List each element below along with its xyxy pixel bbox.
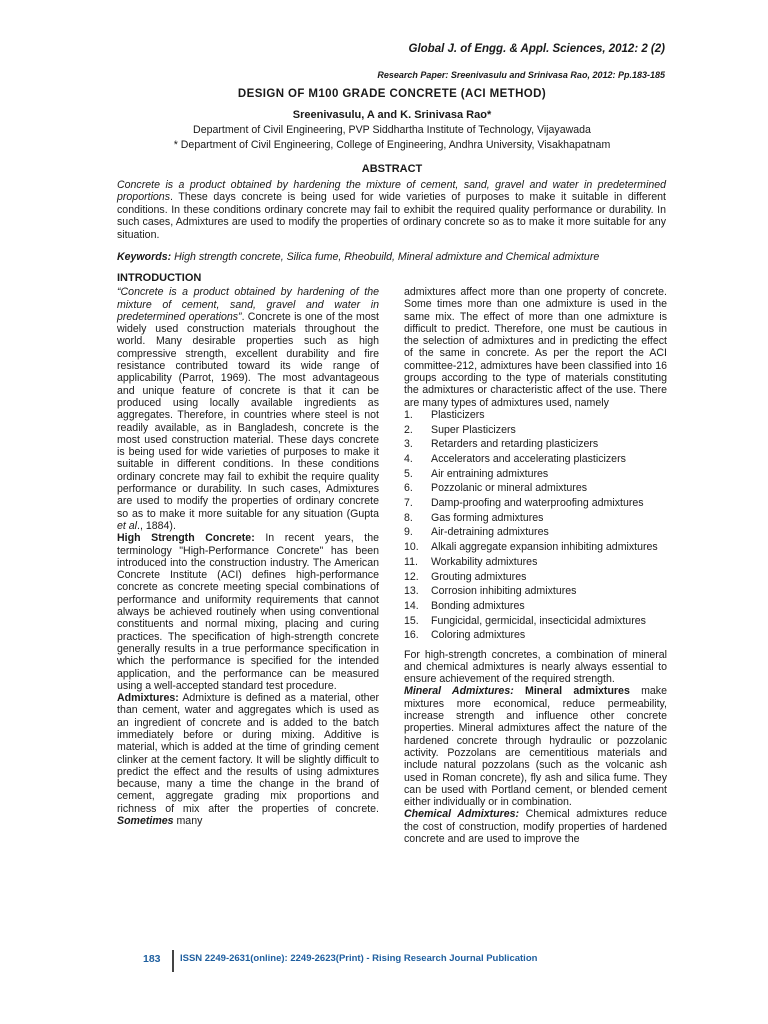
list-item: 5. Air entraining admixtures (404, 467, 549, 480)
mineral-admixtures-paragraph (404, 685, 667, 808)
intro-etal: et al (117, 519, 138, 532)
left-column (117, 272, 379, 827)
mineral-text: make mixtures more economical, reduce permeability, increase strength and influence other concrete properties. Mineral admixtures affect the nature of the hardened concrete through hydraulic or pozzolanic activity. Pozzolans are cementitious materials and include natural pozzolans (such as the volcanic ash used in Roman concrete), fly ash and silica fume. They can be used with Portland cement, or blended cement either individually or in combination. (404, 685, 667, 809)
footer-divider (172, 950, 174, 972)
page-number: 183 (143, 953, 161, 965)
list-item: 16. Coloring admixtures (404, 629, 526, 642)
list-item: 14. Bonding admixtures (404, 599, 525, 612)
authors: Sreenivasulu, A and K. Srinivasa Rao* (292, 109, 492, 121)
list-item: 4. Accelerators and accelerating plasticizers (404, 453, 626, 466)
high-strength-combination-paragraph: For high-strength concretes, a combination of mineral and chemical admixtures is nearly always essential to ensure achievement of the required strength. (404, 648, 667, 686)
admixtures-paragraph (117, 692, 379, 827)
list-item: 8. Gas forming admixtures (404, 511, 544, 524)
mineral-label: Mineral Admixtures: (404, 685, 514, 698)
affiliation-2: * Department of Civil Engineering, College of Engineering, Andhra University, Visakhapatnam (173, 139, 611, 151)
list-item: 15. Fungicidal, germicidal, insecticidal admixtures (404, 614, 646, 627)
journal-header: Global J. of Engg. & Appl. Sciences, 2012: 2 (2) (408, 43, 665, 55)
abstract-rest: . These days concrete is being used for wide varieties of purposes to make it suitable in different conditions. In these conditions ordinary concrete may fail to exhibit the required quality performance or durability. In such cases, Admixtures are used to modify the properties of ordinary concrete so as to make it more suitable for any situation. (117, 191, 666, 241)
admixture-overview-paragraph: admixtures affect more than one property of concrete. Some times more than one admixture is used in the same mix. The effect of more than one admixture is difficult to predict. Therefore, one must be cautious in the selection of admixtures and in predicting the effect of the same in concrete. As per the report the ACI committee-212, admixtures have been classified into 16 groups according to the type of materials constituting the admixtures or characteristic affect of the use. There are many types of admixtures used, namely (404, 286, 667, 409)
keywords-label: Keywords: (117, 251, 172, 263)
high-strength-label: High Strength Concrete: (117, 532, 255, 545)
admixture-types-list (404, 409, 667, 642)
admixtures-tail-bold: Sometimes (117, 815, 174, 828)
list-item: 11. Workability admixtures (404, 555, 538, 568)
list-item: 12. Grouting admixtures (404, 570, 527, 583)
intro-quote: “Concrete is a product obtained by hardening of the mixture of cement, sand, gravel and water in predetermined operations” (117, 286, 379, 323)
admixtures-text: Admixture is defined as a material, other than cement, water and aggregates which is used as an ingredient of concrete and is added to the batch immediately before or during mixing. Additive is material, which is added at the time of grinding cement clinker at the cement factory. It will be slightly difficult to predict the effect and the results of using admixtures because, many a time the change in the brand of cement, aggregate grading mix proportions and richness of mix after the properties of concrete. (117, 692, 379, 815)
list-item: 6. Pozzolanic or mineral admixtures (404, 482, 588, 495)
admixtures-label: Admixtures: (117, 692, 179, 705)
keywords (117, 251, 666, 263)
list-item: 9. Air-detraining admixtures (404, 526, 549, 539)
list-item: 7. Damp-proofing and waterproofing admixtures (404, 497, 644, 510)
chemical-admixtures-paragraph (404, 808, 667, 845)
list-item: 2. Super Plasticizers (404, 423, 516, 436)
research-paper-byline: Research Paper: Sreenivasulu and Srinivasa Rao, 2012: Pp.183-185 (377, 70, 665, 80)
list-item: 1. Plasticizers (404, 408, 485, 421)
high-strength-paragraph (117, 532, 379, 692)
chemical-label: Chemical Admixtures: (404, 808, 520, 821)
list-item: 10. Alkali aggregate expansion inhibiting admixtures (404, 541, 658, 554)
introduction-heading: INTRODUCTION (117, 272, 202, 284)
paper-title: DESIGN OF M100 GRADE CONCRETE (ACI METHOD) (237, 88, 547, 100)
footer-issn: ISSN 2249-2631(online): 2249-2623(Print) - Rising Research Journal Publication (180, 953, 538, 964)
abstract-italic: Concrete is a product obtained by hardening the mixture of cement, sand, gravel and water in predetermined proportions (117, 179, 666, 204)
affiliation-1: Department of Civil Engineering, PVP Siddhartha Institute of Technology, Vijayawada (193, 124, 591, 136)
list-item: 13. Corrosion inhibiting admixtures (404, 585, 577, 598)
introduction-paragraph (117, 286, 379, 532)
right-column (404, 286, 667, 845)
keywords-text: High strength concrete, Silica fume, Rheobuild, Mineral admixture and Chemical admixture (171, 251, 600, 263)
intro-text-1: . Concrete is one of the most widely used construction materials throughout the world. Many desirable properties such as high compressive strength, excellent durability and fire resistance contributed toward its wide range of applicability (Parrot, 1969). The most advantageous and unique feature of concrete is that it can be produced using locally available ingredients as aggregates. Therefore, in countries where steel is not readily available, as in Bangladesh, concrete is the most used construction material. These days concrete is being used for wide varieties of purposes to make it suitable in different conditions. In these conditions ordinary concrete may fail to exhibit the require quality performance or durability. In such cases, Admixtures are used to modify the properties of ordinary concrete so as to make it more suitable for any situation (Gupta (117, 310, 379, 520)
admixtures-tail: many (173, 815, 203, 828)
list-item: 3. Retarders and retarding plasticizers (404, 438, 599, 451)
intro-text-2: ., 1884). (137, 519, 176, 532)
mineral-bold: Mineral admixtures (513, 685, 630, 698)
high-strength-text: In recent years, the terminology "High-Performance Concrete" has been introduced into the construction industry. The American Concrete Institute (ACI) defines high-performance concrete as concrete meeting special combinations of performance and uniformity requirements that cannot always be achieved routinely when using conventional constituents and normal mixing, placing and curing practices. The specification of high-strength concrete generally results in a true performance specification in which the performance is specified for the intended application, and the performance can be measured using a well-accepted standard test procedure. (117, 532, 379, 692)
chemical-text: Chemical admixtures reduce the cost of construction, modify properties of hardened concrete and are used to improve the (404, 808, 668, 846)
abstract-text (117, 179, 666, 241)
abstract-heading: ABSTRACT (361, 163, 423, 175)
